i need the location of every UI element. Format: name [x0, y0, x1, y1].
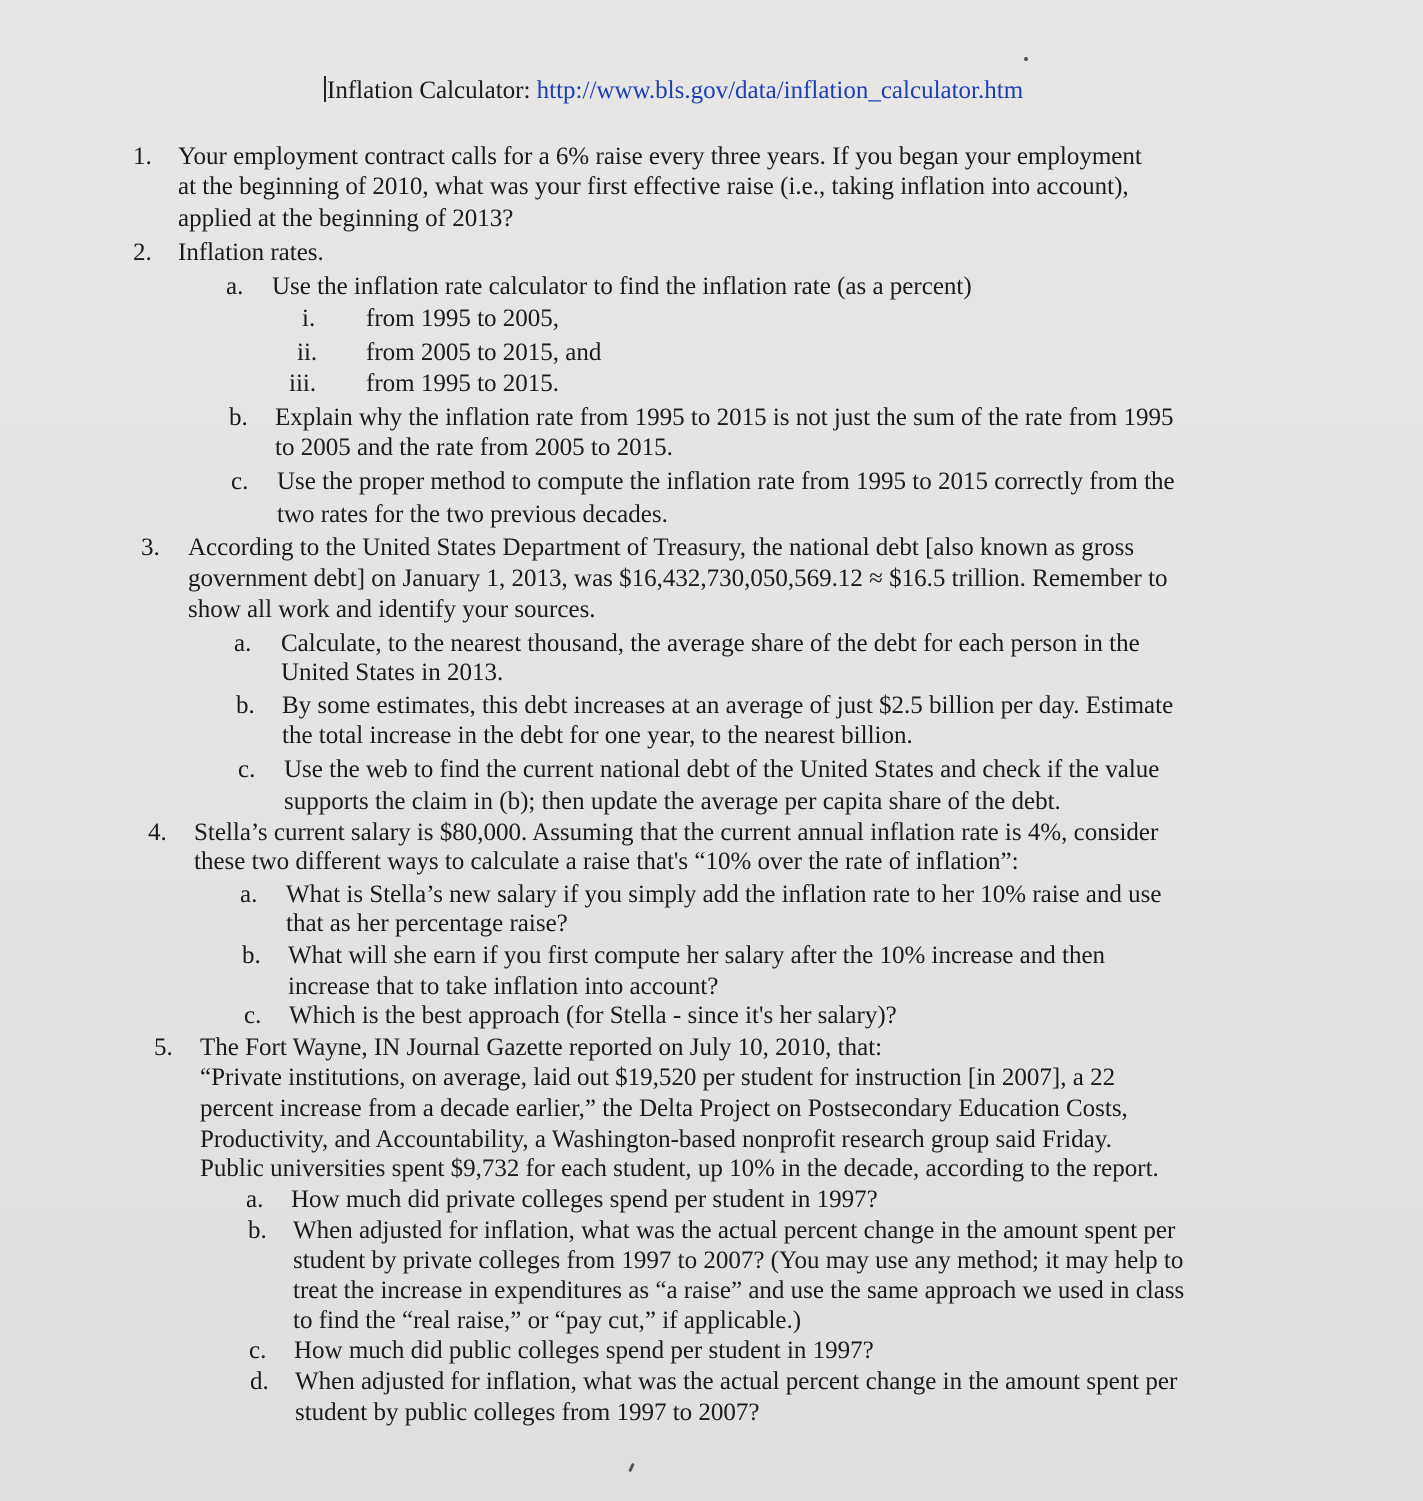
- q2a-item-label: i.: [302, 305, 316, 332]
- q2a-item-text: from 1995 to 2005,: [366, 305, 560, 332]
- q5-line: Productivity, and Accountability, a Washington-based nonprofit research group said Friday.: [200, 1126, 1112, 1153]
- q2a-item-text: from 2005 to 2015, and: [366, 339, 602, 366]
- q5b-line: treat the increase in expenditures as “a raise” and use the same approach we used in class: [293, 1277, 1185, 1304]
- q4a-line: that as her percentage raise?: [286, 910, 568, 937]
- q4b-line: increase that to take inflation into account?: [288, 973, 719, 1000]
- q2a-item-text: from 1995 to 2015.: [366, 370, 560, 397]
- header-label: Inflation Calculator:: [327, 77, 531, 104]
- q5a-label: a.: [246, 1186, 264, 1213]
- q2b-line: Explain why the inflation rate from 1995 to 2015 is not just the sum of the rate from 1995: [275, 404, 1174, 431]
- q4-number: 4.: [148, 819, 167, 846]
- q3b-line: By some estimates, this debt increases at an average of just $2.5 billion per day. Estimate: [282, 692, 1174, 719]
- q5-line: “Private institutions, on average, laid out $19,520 per student for instruction [in 2007], a 22: [200, 1064, 1116, 1091]
- q4b-line: What will she earn if you first compute her salary after the 10% increase and then: [288, 942, 1106, 969]
- q5-line: percent increase from a decade earlier,” the Delta Project on Postsecondary Education Costs,: [200, 1095, 1128, 1122]
- q3a-line: Calculate, to the nearest thousand, the average share of the debt for each person in the: [281, 630, 1140, 657]
- q5c-label: c.: [249, 1337, 267, 1364]
- q5b-line: to find the “real raise,” or “pay cut,” if applicable.): [293, 1307, 802, 1334]
- q2c-line: two rates for the two previous decades.: [277, 501, 668, 528]
- q4b-label: b.: [242, 942, 261, 969]
- q5d-line: When adjusted for inflation, what was the actual percent change in the amount spent per: [295, 1368, 1178, 1395]
- q2a-item-label: iii.: [289, 370, 317, 397]
- q5b-label: b.: [248, 1217, 267, 1244]
- q5d-label: d.: [250, 1368, 269, 1395]
- q3c-line: supports the claim in (b); then update the average per capita share of the debt.: [284, 788, 1061, 815]
- q1-line: applied at the beginning of 2013?: [178, 205, 514, 232]
- q5b-line: student by private colleges from 1997 to 2007? (You may use any method; it may help to: [293, 1247, 1184, 1274]
- q3c-label: c.: [238, 756, 256, 783]
- q1-line: Your employment contract calls for a 6% raise every three years. If you began your employment: [178, 143, 1142, 170]
- calculator-link[interactable]: http://www.bls.gov/data/inflation_calculator.htm: [536, 77, 1024, 104]
- q3-line: government debt] on January 1, 2013, was $16,432,730,050,569.12 ≈ $16.5 trillion. Remember to: [188, 565, 1168, 592]
- q5a-text: How much did private colleges spend per student in 1997?: [291, 1186, 878, 1213]
- q2b-label: b.: [229, 404, 248, 431]
- q4-line: these two different ways to calculate a raise that's “10% over the rate of inflation”:: [194, 848, 1019, 875]
- q3b-label: b.: [236, 692, 255, 719]
- q3-line: According to the United States Department of Treasury, the national debt [also known as gross: [188, 534, 1135, 561]
- q4c-label: c.: [244, 1002, 262, 1029]
- q3c-line: Use the web to find the current national debt of the United States and check if the value: [284, 756, 1160, 783]
- text-cursor: [324, 76, 326, 102]
- q3a-line: United States in 2013.: [281, 659, 504, 686]
- q4c-text: Which is the best approach (for Stella - since it's her salary)?: [289, 1002, 897, 1029]
- q2a-item-label: ii.: [297, 339, 318, 366]
- header-line: [324, 76, 1023, 106]
- q4a-label: a.: [240, 881, 258, 908]
- q2-title: Inflation rates.: [178, 239, 324, 266]
- q2a-label: a.: [226, 273, 244, 300]
- speck-mark: [1024, 57, 1028, 61]
- speck-mark: [628, 1463, 635, 1472]
- q2-number: 2.: [133, 239, 152, 266]
- q2a-text: Use the inflation rate calculator to find the inflation rate (as a percent): [272, 273, 972, 300]
- q3-number: 3.: [141, 534, 160, 561]
- q2c-line: Use the proper method to compute the inflation rate from 1995 to 2015 correctly from the: [277, 468, 1175, 495]
- q3b-line: the total increase in the debt for one year, to the nearest billion.: [282, 722, 913, 749]
- q5c-text: How much did public colleges spend per student in 1997?: [294, 1337, 874, 1364]
- q5-line: The Fort Wayne, IN Journal Gazette reported on July 10, 2010, that:: [200, 1034, 883, 1061]
- q5b-line: When adjusted for inflation, what was the actual percent change in the amount spent per: [293, 1217, 1176, 1244]
- q2b-line: to 2005 and the rate from 2005 to 2015.: [275, 434, 673, 461]
- q4a-line: What is Stella’s new salary if you simply add the inflation rate to her 10% raise and use: [286, 881, 1162, 908]
- q5-line: Public universities spent $9,732 for each student, up 10% in the decade, according to the report.: [200, 1155, 1159, 1182]
- q3a-label: a.: [234, 630, 252, 657]
- q5-number: 5.: [154, 1034, 173, 1061]
- q5d-line: student by public colleges from 1997 to 2007?: [295, 1399, 760, 1426]
- q1-line: at the beginning of 2010, what was your first effective raise (i.e., taking inflation into account),: [178, 173, 1129, 200]
- q4-line: Stella’s current salary is $80,000. Assuming that the current annual inflation rate is 4%, consider: [194, 819, 1159, 846]
- q1-number: 1.: [133, 143, 152, 170]
- q2c-label: c.: [231, 468, 249, 495]
- q3-line: show all work and identify your sources.: [188, 596, 596, 623]
